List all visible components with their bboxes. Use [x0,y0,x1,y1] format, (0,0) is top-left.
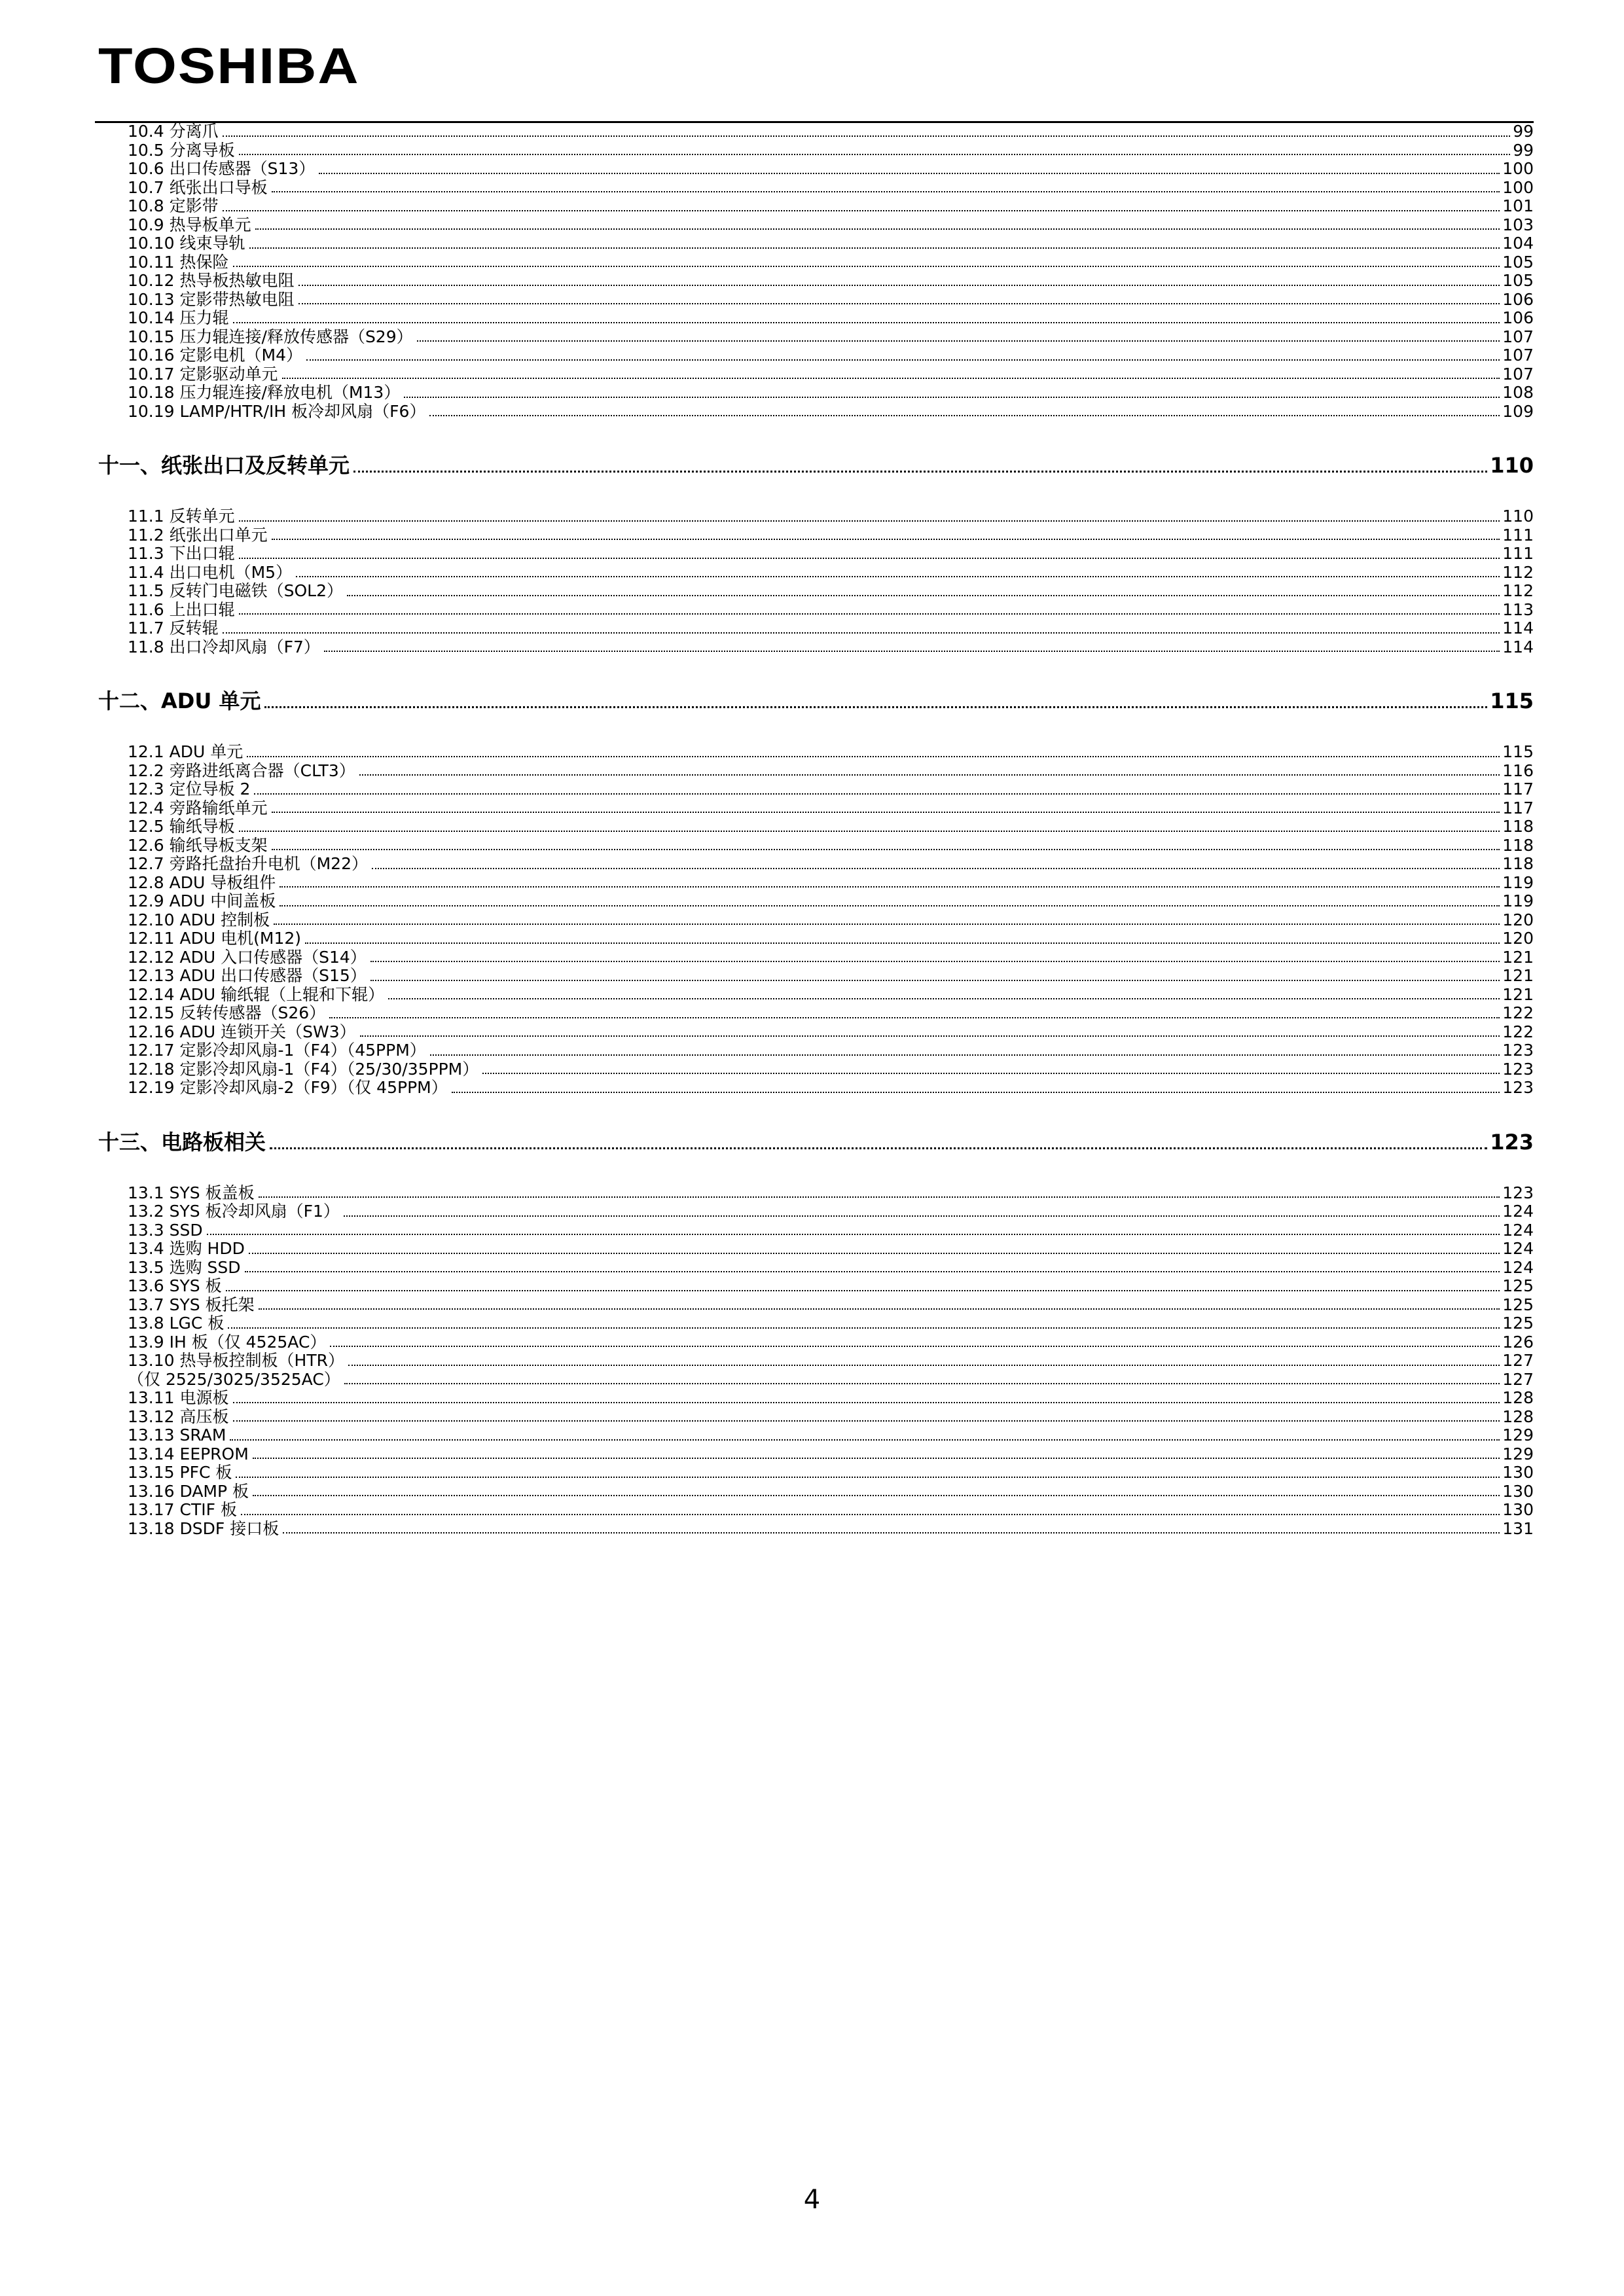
dot-leader [329,1013,1500,1018]
entry-title: 12.7 旁路托盘抬升电机（M22） [128,854,368,873]
entry-title: 13.3 SSD [128,1220,203,1240]
toc-entry[interactable] [128,1277,1534,1296]
entry-page: 100 [1502,159,1534,178]
dot-leader [372,864,1500,869]
entry-title: 10.11 热保险 [128,252,229,272]
toc-entry[interactable] [128,1023,1534,1042]
toc-entry[interactable] [128,601,1534,620]
toc-entry[interactable] [128,799,1534,818]
entry-page: 123 [1502,1041,1534,1060]
dot-leader [370,957,1500,962]
entry-page: 127 [1502,1351,1534,1370]
dot-leader [236,1473,1500,1478]
toc-entry[interactable] [128,234,1534,253]
entry-title: 10.14 压力辊 [128,308,229,327]
entry-title: 11.2 纸张出口单元 [128,525,268,545]
dot-leader [264,702,1487,708]
dot-leader [245,1267,1500,1272]
toc-entry[interactable] [128,1221,1534,1240]
toc-entry[interactable] [128,507,1534,526]
chapter-title: 十一、纸张出口及反转单元 [98,453,350,478]
entry-title: 12.14 ADU 输纸辊（上辊和下辊） [128,984,385,1004]
entry-title: 13.11 电源板 [128,1388,229,1407]
dot-leader [223,132,1511,137]
chapter-page: 115 [1490,689,1534,713]
dot-leader [272,808,1500,813]
dot-leader [370,976,1500,981]
entry-page: 130 [1502,1463,1534,1482]
dot-leader [226,1286,1500,1291]
entry-title: 10.5 分离导板 [128,140,235,160]
entry-page: 123 [1502,1078,1534,1097]
entry-title: 10.7 纸张出口导板 [128,177,268,197]
dot-leader [344,1379,1500,1384]
toc-entry[interactable] [128,272,1534,291]
dot-leader [233,1398,1500,1403]
dot-leader [270,1143,1487,1149]
toc-entry[interactable] [128,1520,1534,1539]
entry-title: 13.18 DSDF 接口板 [128,1518,280,1538]
dot-leader [254,789,1500,795]
entry-title: 10.8 定影带 [128,196,219,215]
entry-page: 107 [1502,364,1534,384]
entry-page: 131 [1502,1518,1534,1538]
toc-entry[interactable] [128,582,1534,601]
entry-page: 111 [1502,525,1534,545]
toc-entry[interactable] [128,122,1534,141]
entry-page: 119 [1502,891,1534,910]
dot-leader [247,752,1500,757]
entry-title: 13.1 SYS 板盖板 [128,1183,255,1202]
entry-title: 11.1 反转单元 [128,507,235,526]
dot-leader [239,609,1500,615]
entry-page: 124 [1502,1202,1534,1221]
entry-page: 112 [1502,581,1534,600]
dot-leader [360,1031,1500,1037]
toc-entry[interactable] [128,179,1534,198]
entry-title: 11.5 反转门电磁铁（SOL2） [128,581,343,600]
dot-leader [359,770,1500,776]
entry-page: 117 [1502,780,1534,798]
entry-page: 121 [1502,947,1534,967]
page-number: 4 [803,2185,821,2215]
toc-entry[interactable] [128,1501,1534,1520]
entry-page: 122 [1502,1022,1534,1041]
entry-title: （仅 2525/3025/3525AC） [128,1369,340,1389]
entry-title: 13.14 EEPROM [128,1444,249,1463]
dot-leader [239,516,1500,522]
dot-leader [233,1416,1500,1422]
dot-leader [319,169,1500,174]
toc-entry[interactable] [128,309,1534,328]
dot-leader [344,1211,1500,1217]
entry-title: 10.17 定影驱动单元 [128,364,278,384]
toc-entry[interactable] [128,874,1534,893]
toc-entry[interactable] [128,1333,1534,1352]
entry-page: 116 [1502,761,1534,780]
dot-leader [280,901,1500,906]
toc-entry[interactable] [128,1314,1534,1333]
dot-leader [272,187,1500,192]
entry-page: 118 [1502,817,1534,836]
entry-title: 10.6 出口传感器（S13） [128,159,316,178]
entry-title: 10.4 分离爪 [128,122,219,141]
entry-title: 13.4 选购 HDD [128,1239,245,1258]
dot-leader [417,336,1500,342]
dot-leader [249,243,1500,249]
dot-leader [239,827,1500,832]
entry-page: 110 [1502,507,1534,526]
dot-leader [348,1361,1500,1366]
dot-leader [347,591,1500,596]
entry-title: 12.17 定影冷却风扇-1（F4）（45PPM） [128,1041,426,1060]
dot-leader [253,1454,1500,1459]
dot-leader [330,1342,1500,1347]
entry-page: 127 [1502,1369,1534,1389]
toc-entry[interactable] [128,216,1534,235]
entry-page: 100 [1502,177,1534,197]
entry-title: 13.10 热导板控制板（HTR） [128,1351,344,1370]
entry-title: 12.16 ADU 连锁开关（SW3） [128,1022,356,1041]
dot-leader [353,467,1487,473]
entry-title: 13.7 SYS 板托架 [128,1295,255,1314]
chapter-title: 十三、电路板相关 [98,1129,266,1155]
dot-leader [429,411,1500,416]
entry-title: 12.1 ADU 单元 [128,742,244,761]
toc-entry[interactable] [128,197,1534,216]
toc-entry[interactable] [128,328,1534,347]
toc-entry[interactable] [128,836,1534,855]
entry-page: 124 [1502,1220,1534,1240]
entry-page: 107 [1502,346,1534,365]
entry-title: 11.7 反转辊 [128,619,219,637]
entry-page: 99 [1513,122,1534,141]
toc-entry[interactable] [128,1463,1534,1482]
toc-entry[interactable] [128,564,1534,583]
entry-page: 125 [1502,1276,1534,1295]
entry-page: 121 [1502,984,1534,1004]
toc-entry[interactable] [128,1482,1534,1501]
entry-page: 129 [1502,1426,1534,1444]
entry-page: 128 [1502,1407,1534,1426]
entry-page: 118 [1502,835,1534,855]
entry-page: 108 [1502,383,1534,402]
dot-leader [223,206,1500,211]
entry-title: 11.8 出口冷却风扇（F7） [128,637,320,656]
dot-leader [259,1304,1500,1310]
entry-title: 10.10 线束导轨 [128,234,245,253]
entry-page: 123 [1502,1183,1534,1202]
toc-entry[interactable] [128,1389,1534,1408]
dot-leader [280,882,1500,888]
toc-entry[interactable] [128,1202,1534,1221]
entry-page: 120 [1502,910,1534,929]
toc-entry[interactable] [128,638,1534,657]
toc-entry[interactable] [128,1240,1534,1259]
toc-entry[interactable] [128,1079,1534,1098]
entry-page: 121 [1502,966,1534,985]
entry-page: 105 [1502,271,1534,290]
toc-entry[interactable] [128,743,1534,762]
toc-entry[interactable] [128,762,1534,781]
entry-page: 123 [1502,1059,1534,1079]
chapter-title: 十二、ADU 单元 [98,689,261,713]
toc-entry[interactable] [128,1184,1534,1203]
dot-leader [296,572,1500,577]
dot-leader [233,318,1500,323]
toc-chapter-heading[interactable] [98,688,1534,714]
entry-title: 13.17 CTIF 板 [128,1500,237,1519]
entry-title: 10.9 热导板单元 [128,215,251,234]
toshiba-logo: TOSHIBA [98,37,360,94]
entry-page: 120 [1502,929,1534,948]
entry-page: 124 [1502,1257,1534,1277]
dot-leader [452,1088,1500,1093]
dot-leader [324,647,1500,652]
toc-entry[interactable] [128,291,1534,310]
dot-leader [259,1193,1500,1198]
entry-title: 12.18 定影冷却风扇-1（F4）（25/30/35PPM） [128,1059,479,1079]
dot-leader [306,355,1500,361]
entry-title: 12.9 ADU 中间盖板 [128,891,276,910]
dot-leader [253,1491,1500,1496]
dot-leader [283,1528,1500,1534]
toc-entry[interactable] [128,892,1534,911]
dot-leader [430,1050,1500,1056]
entry-page: 104 [1502,234,1534,253]
entry-page: 106 [1502,289,1534,309]
dot-leader [482,1069,1500,1074]
entry-title: 13.6 SYS 板 [128,1276,222,1295]
dot-leader [298,281,1500,286]
toc-entry[interactable] [128,1445,1534,1464]
dot-leader [404,393,1500,398]
entry-title: 10.16 定影电机（M4） [128,346,302,365]
entry-title: 13.8 LGC 板 [128,1314,225,1333]
dot-leader [228,1323,1500,1329]
toc-entry[interactable] [128,619,1534,638]
entry-page: 105 [1502,252,1534,272]
entry-page: 103 [1502,215,1534,234]
entry-title: 12.2 旁路进纸离合器（CLT3） [128,761,355,780]
dot-leader [223,628,1500,634]
toc-entry[interactable] [128,967,1534,986]
dot-leader [239,150,1511,155]
toc-entry[interactable] [128,403,1534,422]
entry-page: 128 [1502,1388,1534,1407]
entry-title: 12.5 输纸导板 [128,817,235,836]
dot-leader [305,939,1500,944]
entry-title: 13.5 选购 SSD [128,1257,241,1277]
toc-entry[interactable] [128,1371,1534,1390]
dot-leader [230,1435,1500,1441]
entry-title: 13.2 SYS 板冷却风扇（F1） [128,1202,340,1221]
entry-title: 10.19 LAMP/HTR/IH 板冷却风扇（F6） [128,401,426,421]
entry-page: 114 [1502,619,1534,637]
toc-entry[interactable] [128,817,1534,836]
entry-page: 118 [1502,854,1534,873]
dot-leader [249,1249,1500,1254]
entry-title: 12.10 ADU 控制板 [128,910,270,929]
entry-title: 10.12 热导板热敏电阻 [128,271,295,290]
entry-title: 12.6 输纸导板支架 [128,835,268,855]
toc-entry[interactable] [128,160,1534,179]
entry-title: 13.13 SRAM [128,1426,226,1444]
chapter-page: 110 [1490,453,1534,478]
toc-entry[interactable] [128,855,1534,874]
entry-page: 111 [1502,544,1534,563]
toc-entry[interactable] [128,253,1534,272]
toc-entry[interactable] [128,780,1534,799]
entry-page: 125 [1502,1295,1534,1314]
entry-title: 13.9 IH 板（仅 4525AC） [128,1332,327,1352]
entry-page: 117 [1502,798,1534,817]
chapter-page: 123 [1490,1129,1534,1155]
entry-title: 13.16 DAMP 板 [128,1481,249,1501]
entry-page: 113 [1502,600,1534,619]
toc-entry[interactable] [128,346,1534,365]
dot-leader [298,299,1500,304]
toc-entry[interactable] [128,1060,1534,1079]
toc-chapter-heading[interactable] [98,1129,1534,1155]
entry-page: 122 [1502,1003,1534,1022]
dot-leader [274,920,1500,925]
entry-title: 12.13 ADU 出口传感器（S15） [128,966,367,985]
entry-page: 107 [1502,327,1534,346]
toc-entry[interactable] [128,1004,1534,1023]
entry-title: 12.4 旁路输纸单元 [128,798,268,817]
toc-entry[interactable] [128,1426,1534,1445]
entry-page: 112 [1502,562,1534,582]
entry-page: 109 [1502,401,1534,421]
entry-title: 10.13 定影带热敏电阻 [128,289,295,309]
dot-leader [239,554,1500,559]
entry-page: 125 [1502,1314,1534,1333]
dot-leader [272,845,1500,850]
entry-title: 11.4 出口电机（M5） [128,562,293,582]
toc-entry[interactable] [128,986,1534,1005]
entry-page: 101 [1502,196,1534,215]
dot-leader [233,262,1500,267]
entry-title: 12.8 ADU 导板组件 [128,872,276,892]
entry-page: 115 [1502,742,1534,761]
entry-page: 99 [1513,140,1534,160]
toc-entry[interactable] [128,948,1534,967]
entry-page: 119 [1502,872,1534,892]
dot-leader [255,224,1500,230]
entry-page: 130 [1502,1500,1534,1519]
toc-entry[interactable] [128,911,1534,930]
toc-entry[interactable] [128,1296,1534,1315]
table-of-contents [98,122,1534,1538]
entry-title: 11.6 上出口辊 [128,600,235,619]
entry-title: 12.19 定影冷却风扇-2（F9）（仅 45PPM） [128,1078,448,1097]
entry-page: 129 [1502,1444,1534,1463]
entry-page: 124 [1502,1239,1534,1258]
toc-entry[interactable] [128,141,1534,160]
dot-leader [388,994,1500,999]
entry-page: 114 [1502,637,1534,656]
entry-page: 106 [1502,308,1534,327]
toc-entry[interactable] [128,929,1534,948]
toc-entry[interactable] [128,384,1534,403]
entry-title: 12.15 反转传感器（S26） [128,1003,326,1022]
toc-entry[interactable] [128,1408,1534,1427]
entry-title: 11.3 下出口辊 [128,544,235,563]
toc-entry[interactable] [128,365,1534,384]
dot-leader [282,374,1500,379]
entry-title: 13.12 高压板 [128,1407,229,1426]
toc-chapter-heading[interactable] [98,452,1534,478]
entry-title: 13.15 PFC 板 [128,1463,232,1482]
toc-entry[interactable] [128,545,1534,564]
entry-title: 12.11 ADU 电机(M12) [128,929,302,948]
entry-title: 10.18 压力辊连接/释放电机（M13） [128,383,401,402]
entry-title: 10.15 压力辊连接/释放传感器（S29） [128,327,413,346]
toc-entry[interactable] [128,1352,1534,1371]
entry-page: 126 [1502,1332,1534,1352]
toc-entry[interactable] [128,1259,1534,1278]
toc-entry[interactable] [128,1041,1534,1060]
entry-title: 12.12 ADU 入口传感器（S14） [128,947,367,967]
dot-leader [272,535,1500,540]
entry-page: 130 [1502,1481,1534,1501]
dot-leader [241,1510,1500,1515]
toc-entry[interactable] [128,526,1534,545]
dot-leader [207,1230,1500,1235]
entry-title: 12.3 定位导板 2 [128,780,251,798]
